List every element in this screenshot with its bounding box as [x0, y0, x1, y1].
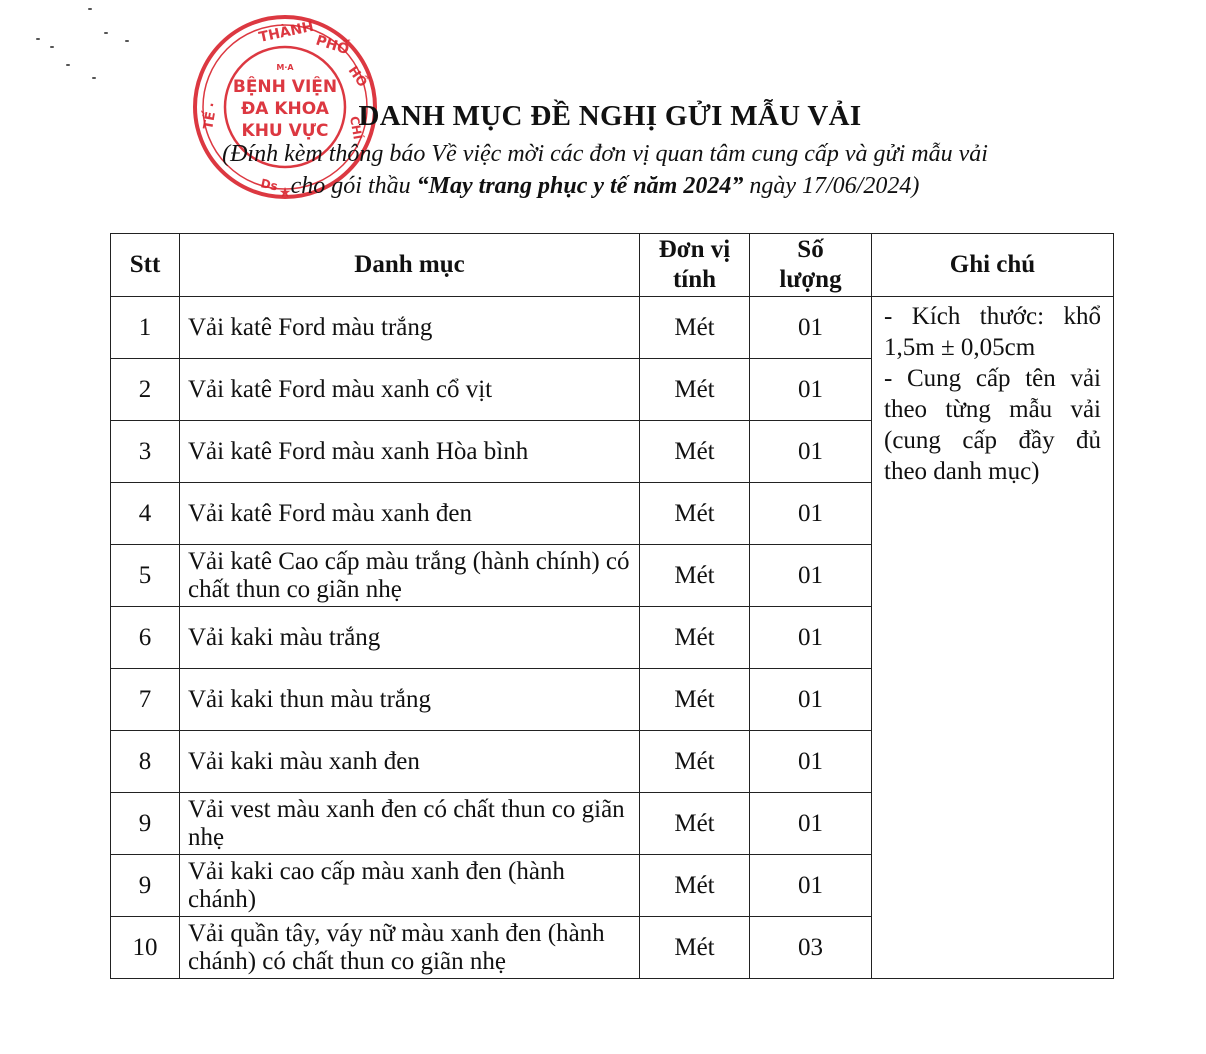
row-unit: Mét	[640, 421, 750, 483]
scan-speck	[66, 64, 70, 66]
row-unit: Mét	[640, 669, 750, 731]
header-unit	[640, 234, 750, 297]
note-size: - Kích thước: khổ 1,5m ± 0,05cm	[884, 303, 1101, 361]
row-stt: 4	[111, 483, 180, 545]
fabric-list-table-wrapper	[110, 233, 1113, 979]
row-unit: Mét	[640, 855, 750, 917]
row-qty: 01	[750, 669, 872, 731]
header-item: Danh mục	[180, 234, 640, 297]
svg-text:THÀNH: THÀNH	[257, 18, 316, 46]
header-unit-line1: Đơn vị	[658, 236, 731, 263]
package-name: “May trang phục y tế năm 2024”	[416, 173, 744, 199]
row-stt: 1	[111, 297, 180, 359]
fabric-list-table	[110, 233, 1114, 979]
note-cell	[872, 297, 1114, 979]
row-qty: 01	[750, 421, 872, 483]
row-qty: 01	[750, 359, 872, 421]
row-qty: 01	[750, 607, 872, 669]
header-note: Ghi chú	[872, 234, 1114, 297]
svg-text:ĐA KHOA: ĐA KHOA	[241, 99, 329, 119]
row-stt: 3	[111, 421, 180, 483]
svg-text:CHÍ: CHÍ	[347, 115, 365, 141]
document-subtitle	[150, 138, 1060, 202]
header-qty-line2: lượng	[779, 266, 842, 293]
row-item: Vải katê Ford màu xanh cổ vịt	[180, 359, 640, 421]
subtitle-prefix: cho gói thầu	[290, 173, 417, 199]
scan-speck	[104, 32, 108, 34]
row-qty: 01	[750, 483, 872, 545]
row-item: Vải katê Ford màu xanh Hòa bình	[180, 421, 640, 483]
row-stt: 9	[111, 793, 180, 855]
svg-text:★: ★	[278, 185, 292, 201]
row-unit: Mét	[640, 793, 750, 855]
svg-text:M·A: M·A	[276, 63, 294, 72]
row-unit: Mét	[640, 917, 750, 979]
subtitle-date: ngày 17/06/2024)	[743, 173, 920, 199]
row-stt: 10	[111, 917, 180, 979]
row-item: Vải vest màu xanh đen có chất thun co giãn nhẹ	[180, 793, 640, 855]
row-stt: 7	[111, 669, 180, 731]
svg-text:KHU VỰC: KHU VỰC	[241, 121, 329, 141]
svg-text:HỒ: HỒ	[344, 63, 370, 91]
svg-text:BỆNH VIỆN: BỆNH VIỆN	[232, 77, 338, 97]
row-qty: 03	[750, 917, 872, 979]
row-unit: Mét	[640, 545, 750, 607]
row-unit: Mét	[640, 297, 750, 359]
row-qty: 01	[750, 731, 872, 793]
row-stt: 2	[111, 359, 180, 421]
scan-speck	[36, 38, 40, 40]
header-unit-line2: tính	[672, 266, 717, 293]
row-qty: 01	[750, 855, 872, 917]
row-item: Vải kaki thun màu trắng	[180, 669, 640, 731]
row-item: Vải kaki cao cấp màu xanh đen (hành chánh)	[180, 855, 640, 917]
row-unit: Mét	[640, 483, 750, 545]
scan-speck	[88, 8, 92, 10]
table-header-row	[111, 234, 1114, 297]
row-unit: Mét	[640, 607, 750, 669]
note-name: - Cung cấp tên vải theo từng mẫu vải (cung cấp đầy đủ theo danh mục)	[884, 365, 1101, 485]
header-qty	[750, 234, 872, 297]
row-stt: 9	[111, 855, 180, 917]
svg-text:PHỐ: PHỐ	[313, 32, 351, 59]
row-item: Vải quần tây, váy nữ màu xanh đen (hành chánh) có chất thun co giãn nhẹ	[180, 917, 640, 979]
row-item: Vải kaki màu trắng	[180, 607, 640, 669]
subtitle-line-1: (Đính kèm thông báo Về việc mời các đơn vị quan tâm cung cấp và gửi mẫu vải	[222, 141, 988, 167]
svg-text:TẾ ·: TẾ ·	[201, 101, 221, 131]
row-stt: 6	[111, 607, 180, 669]
scan-speck	[50, 46, 54, 48]
row-item: Vải kaki màu xanh đen	[180, 731, 640, 793]
scan-speck	[92, 77, 96, 79]
row-qty: 01	[750, 545, 872, 607]
row-item: Vải katê Ford màu trắng	[180, 297, 640, 359]
header-stt: Stt	[111, 234, 180, 297]
row-unit: Mét	[640, 731, 750, 793]
row-stt: 8	[111, 731, 180, 793]
row-qty: 01	[750, 297, 872, 359]
row-item: Vải katê Ford màu xanh đen	[180, 483, 640, 545]
header-qty-line1: Số	[797, 236, 824, 263]
document-title: DANH MỤC ĐỀ NGHỊ GỬI MẪU VẢI	[358, 100, 862, 132]
scan-speck	[125, 40, 129, 42]
svg-text:Ds: Ds	[259, 176, 280, 194]
row-unit: Mét	[640, 359, 750, 421]
row-item: Vải katê Cao cấp màu trắng (hành chính) có chất thun co giãn nhẹ	[180, 545, 640, 607]
row-stt: 5	[111, 545, 180, 607]
row-qty: 01	[750, 793, 872, 855]
table-row	[111, 297, 1114, 359]
